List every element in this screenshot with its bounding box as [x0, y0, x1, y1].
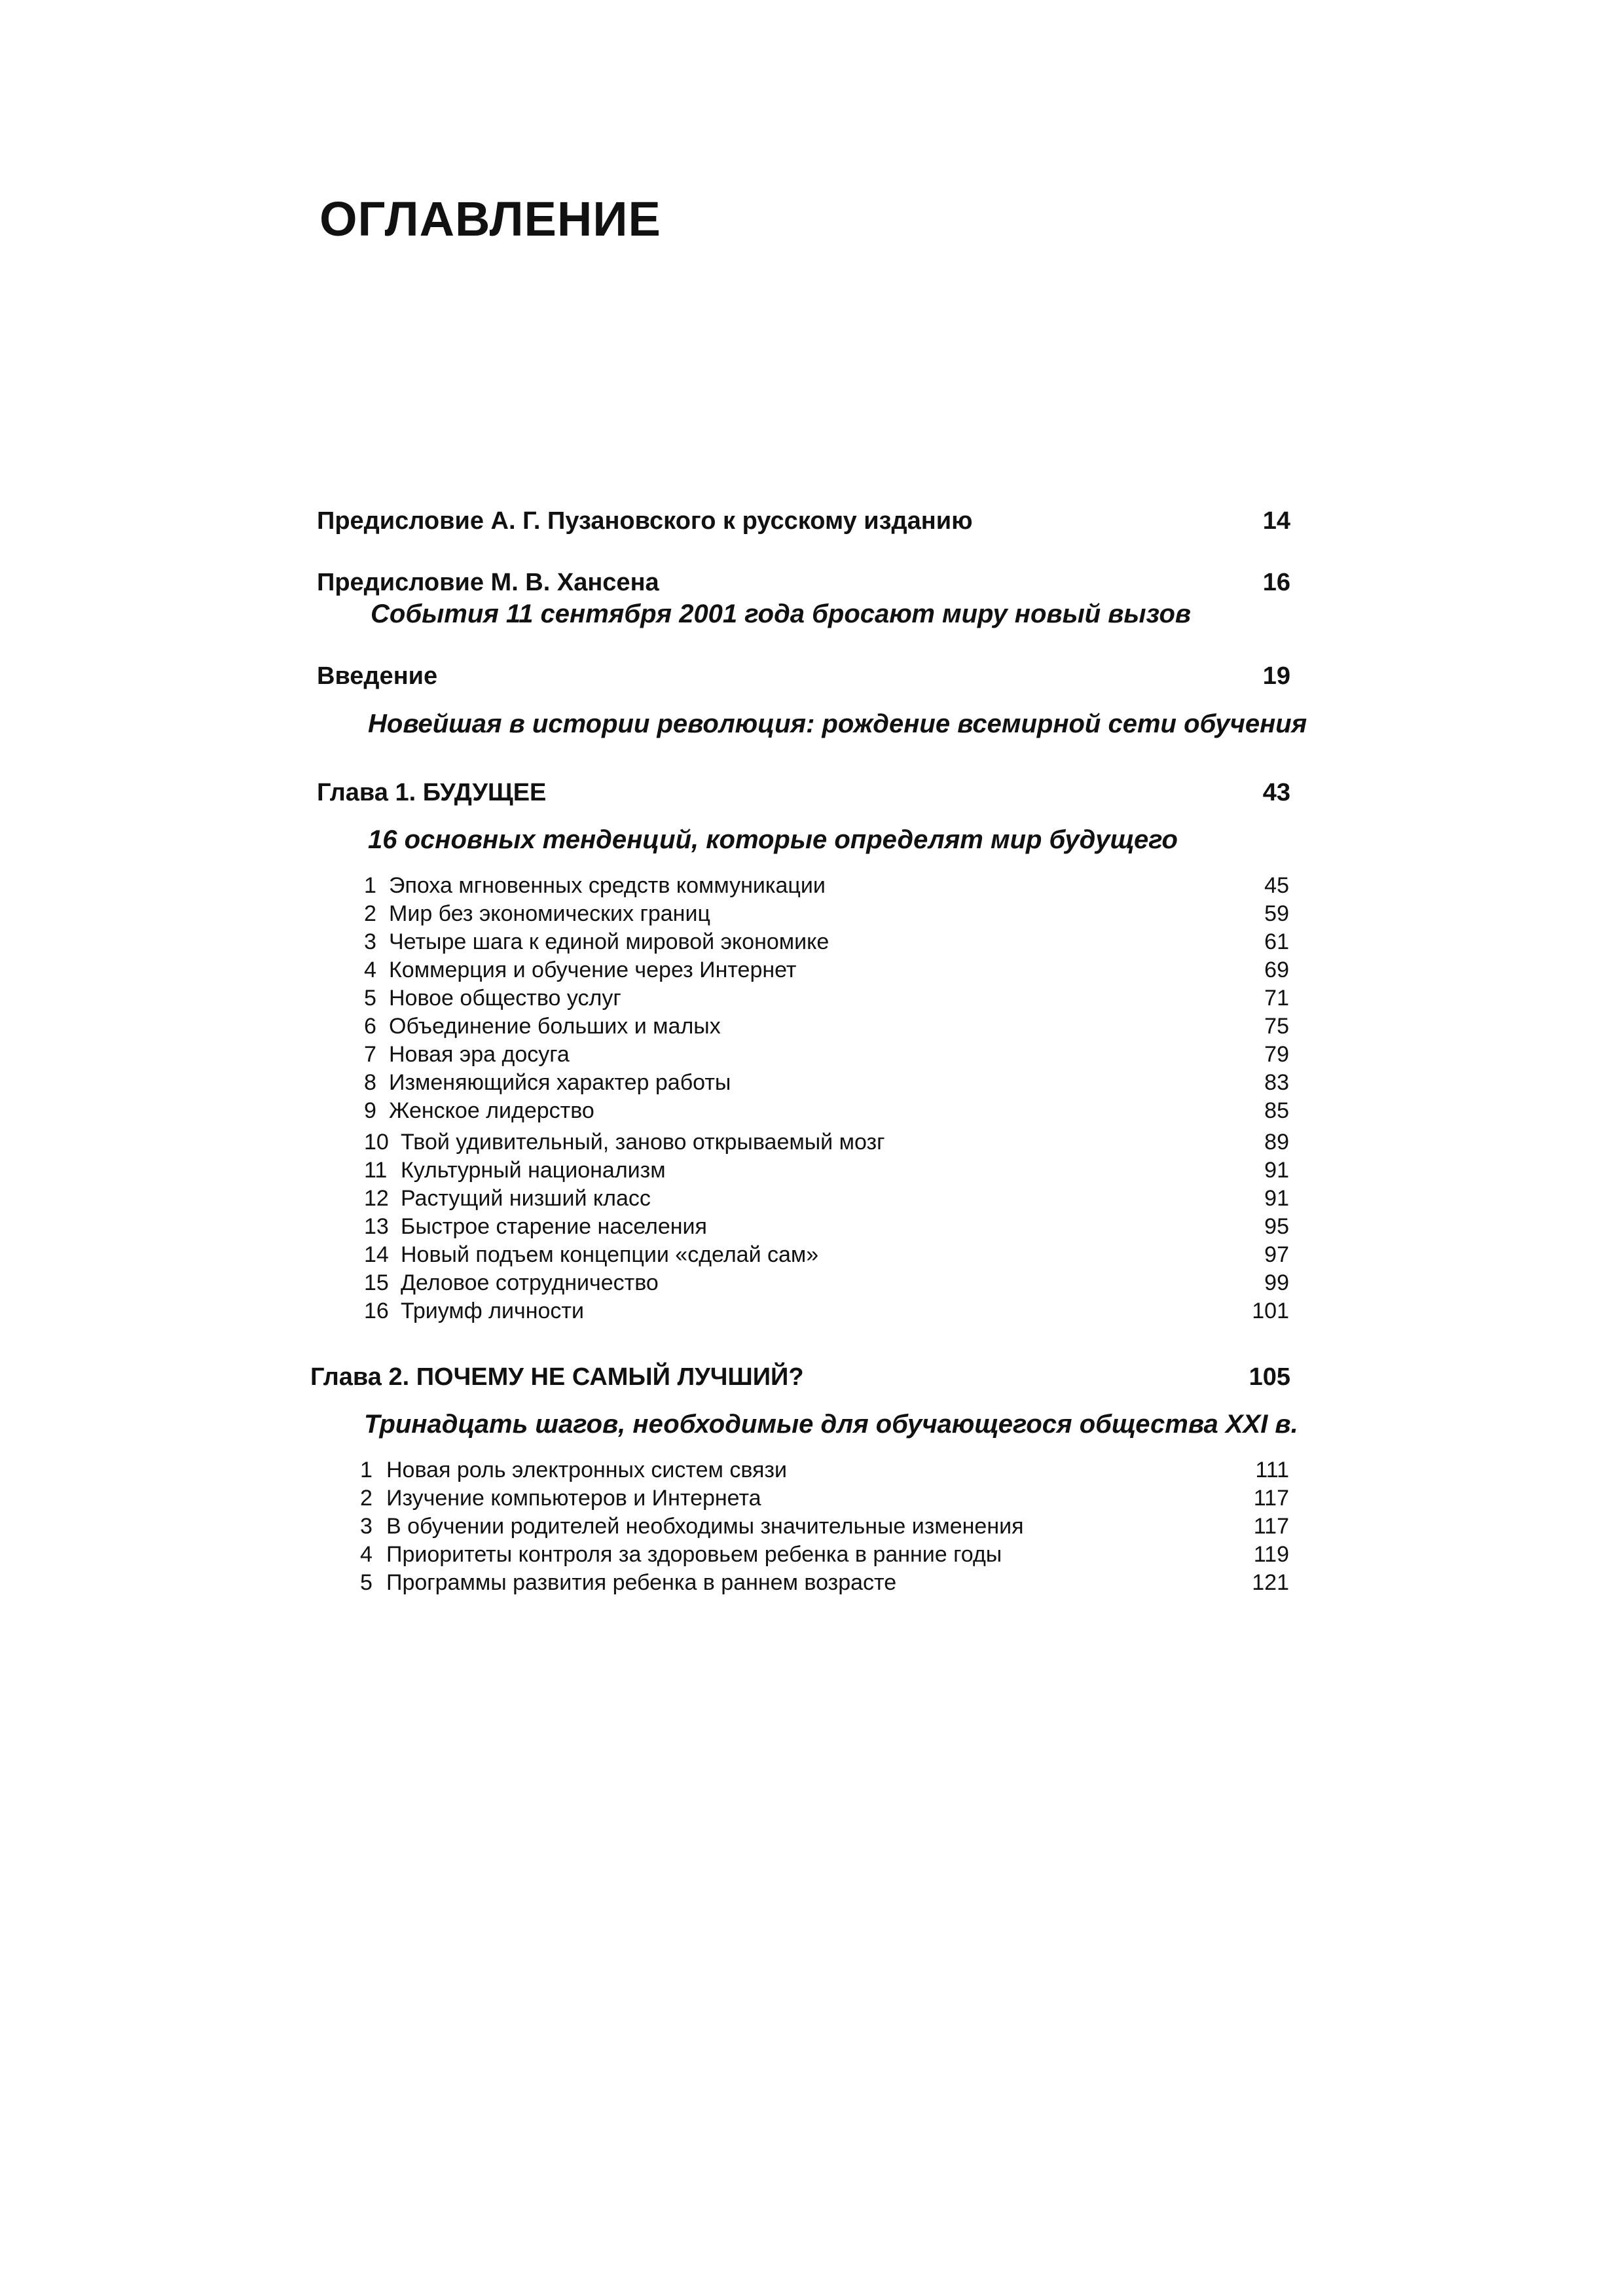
section-title: Глава 2. ПОЧЕМУ НЕ САМЫЙ ЛУЧШИЙ?: [310, 1363, 804, 1391]
item-title: Быстрое старение населения: [401, 1214, 707, 1239]
item-page: 91: [1264, 1186, 1289, 1211]
item-title: Четыре шага к единой мировой экономике: [389, 929, 830, 954]
item-page: 71: [1264, 986, 1289, 1011]
item-page: 119: [1253, 1542, 1289, 1567]
section-page: 16: [1262, 569, 1290, 596]
item-page: 45: [1264, 873, 1289, 898]
item-title: Растущий низший класс: [401, 1186, 651, 1211]
item-title: Мир без экономических границ: [389, 901, 710, 926]
item-number: 11: [364, 1158, 388, 1183]
item-page: 121: [1252, 1570, 1289, 1595]
section-subtitle-row: [0, 825, 1623, 865]
item-number: 4: [360, 1542, 373, 1567]
item-page: 83: [1264, 1070, 1289, 1095]
item-page: 89: [1264, 1130, 1289, 1155]
item-page: 117: [1253, 1486, 1289, 1511]
section-subtitle-row: [0, 709, 1623, 749]
toc-item: [0, 1299, 1623, 1338]
item-number: 3: [364, 929, 376, 954]
item-number: 4: [364, 958, 376, 982]
section-subtitle: Новейшая в истории революция: рождение всемирной сети обучения: [368, 709, 1307, 738]
toc-section: [0, 662, 1623, 702]
item-page: 95: [1264, 1214, 1289, 1239]
item-page: 75: [1264, 1014, 1289, 1039]
item-page: 61: [1264, 929, 1289, 954]
item-number: 8: [364, 1070, 376, 1095]
section-title: Глава 1. БУДУЩЕЕ: [317, 779, 547, 806]
item-title: Женское лидерство: [389, 1098, 594, 1123]
section-page: 105: [1249, 1363, 1290, 1391]
item-number: 14: [364, 1242, 389, 1267]
item-number: 6: [364, 1014, 376, 1039]
item-page: 85: [1264, 1098, 1289, 1123]
item-page: 59: [1264, 901, 1289, 926]
item-number: 3: [360, 1514, 373, 1539]
section-page: 14: [1262, 507, 1290, 535]
item-title: Новая роль электронных систем связи: [386, 1458, 787, 1482]
item-title: Новая эра досуга: [389, 1042, 570, 1067]
section-subtitle-row: [0, 1410, 1623, 1449]
item-page: 79: [1264, 1042, 1289, 1067]
item-number: 5: [360, 1570, 373, 1595]
toc-section: [0, 1363, 1623, 1403]
section-subtitle-row: [0, 600, 1623, 639]
item-title: Приоритеты контроля за здоровьем ребенка в ранние годы: [386, 1542, 1002, 1567]
item-title: Деловое сотрудничество: [401, 1270, 659, 1295]
item-number: 5: [364, 986, 376, 1011]
item-title: Программы развития ребенка в раннем возрасте: [386, 1570, 897, 1595]
item-title: Новый подъем концепции «сделай сам»: [401, 1242, 819, 1267]
item-title: Эпоха мгновенных средств коммуникации: [389, 873, 826, 898]
item-page: 91: [1264, 1158, 1289, 1183]
section-subtitle: 16 основных тенденций, которые определят мир будущего: [368, 825, 1178, 854]
item-title: Объединение больших и малых: [389, 1014, 721, 1039]
item-title: Изменяющийся характер работы: [389, 1070, 731, 1095]
item-number: 10: [364, 1130, 389, 1155]
toc-section: [0, 779, 1623, 818]
item-title: Коммерция и обучение через Интернет: [389, 958, 797, 982]
item-number: 16: [364, 1299, 389, 1323]
section-title: Введение: [317, 662, 438, 690]
item-title: Триумф личности: [401, 1299, 584, 1323]
page-title: ОГЛАВЛЕНИЕ: [319, 192, 661, 246]
section-subtitle: События 11 сентября 2001 года бросают миру новый вызов: [371, 600, 1192, 628]
item-number: 15: [364, 1270, 389, 1295]
item-number: 9: [364, 1098, 376, 1123]
item-number: 2: [364, 901, 376, 926]
item-number: 7: [364, 1042, 376, 1067]
item-page: 69: [1264, 958, 1289, 982]
item-number: 13: [364, 1214, 389, 1239]
section-page: 43: [1262, 779, 1290, 806]
item-number: 2: [360, 1486, 373, 1511]
section-page: 19: [1262, 662, 1290, 690]
item-title: Новое общество услуг: [389, 986, 621, 1011]
section-title: Предисловие М. В. Хансена: [317, 569, 659, 596]
item-page: 97: [1264, 1242, 1289, 1267]
section-subtitle: Тринадцать шагов, необходимые для обучающегося общества XXI в.: [364, 1410, 1298, 1439]
item-title: Изучение компьютеров и Интернета: [386, 1486, 761, 1511]
item-page: 99: [1264, 1270, 1289, 1295]
item-page: 111: [1255, 1458, 1289, 1482]
item-title: В обучении родителей необходимы значительные изменения: [386, 1514, 1024, 1539]
toc-section: [0, 507, 1623, 547]
item-page: 117: [1253, 1514, 1289, 1539]
item-title: Культурный национализм: [401, 1158, 666, 1183]
item-number: 1: [364, 873, 376, 898]
item-page: 101: [1252, 1299, 1289, 1323]
toc-item: [0, 1570, 1623, 1609]
item-title: Твой удивительный, заново открываемый мозг: [401, 1130, 885, 1155]
section-title: Предисловие А. Г. Пузановского к русскому изданию: [317, 507, 973, 535]
item-number: 12: [364, 1186, 389, 1211]
item-number: 1: [360, 1458, 373, 1482]
